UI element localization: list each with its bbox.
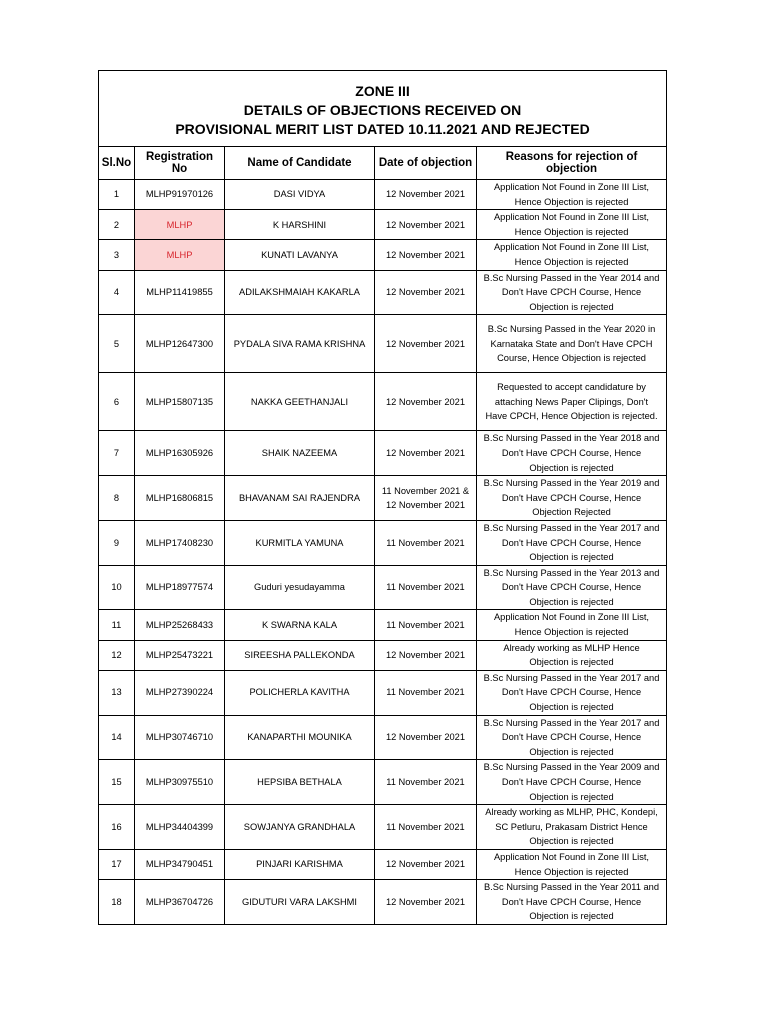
serial-number-cell: 2 <box>99 210 135 240</box>
objection-date-line: 12 November 2021 <box>385 447 466 458</box>
table-row <box>99 315 667 373</box>
registration-number-cell: MLHP15807135 <box>135 373 225 431</box>
rejection-reason-line: Course, Hence Objection is rejected <box>497 353 646 364</box>
rejection-reason-line: Requested to accept candidature by <box>497 381 646 392</box>
rejection-reason-cell <box>477 880 667 925</box>
registration-number-cell: MLHP12647300 <box>135 315 225 373</box>
rejection-reason-cell <box>477 240 667 270</box>
candidate-name-cell: K HARSHINI <box>225 210 375 240</box>
candidate-name-cell: KURMITLA YAMUNA <box>225 520 375 565</box>
serial-number-cell: 15 <box>99 760 135 805</box>
registration-number-cell: MLHP16806815 <box>135 476 225 521</box>
rejection-reason-line: B.Sc Nursing Passed in the Year 2011 and <box>483 882 660 893</box>
registration-number-cell: MLHP30975510 <box>135 760 225 805</box>
serial-number-cell: 6 <box>99 373 135 431</box>
column-header-reason: Reasons for rejection of objection <box>477 147 667 180</box>
rejection-reason-line: Don't Have CPCH Course, Hence <box>501 687 642 698</box>
rejection-reason-cell <box>477 640 667 670</box>
rejection-reason-line: B.Sc Nursing Passed in the Year 2020 in <box>487 323 656 334</box>
serial-number-cell: 1 <box>99 180 135 210</box>
rejection-reason-line: Objection is rejected <box>529 462 614 473</box>
objection-date-line: 11 November 2021 <box>386 619 465 630</box>
registration-number-cell: MLHP30746710 <box>135 715 225 760</box>
objection-date-line: 12 November 2021 <box>385 650 466 660</box>
rejection-reason-line: Have CPCH, Hence Objection is rejected. <box>485 411 658 422</box>
objection-date-cell <box>375 760 477 805</box>
objection-date-line: 12 November 2021 <box>385 896 466 907</box>
rejection-reason-cell <box>477 476 667 521</box>
table-body <box>99 180 667 925</box>
rejection-reason-line: SC Petluru, Prakasam District Hence <box>495 821 648 832</box>
serial-number-cell: 16 <box>99 805 135 850</box>
rejection-reason-line: Hence Objection is rejected <box>514 627 629 638</box>
objection-date-cell <box>375 670 477 715</box>
serial-number-cell: 5 <box>99 315 135 373</box>
objection-date-cell <box>375 210 477 240</box>
candidate-name-cell: SIREESHA PALLEKONDA <box>225 640 375 670</box>
serial-number-cell: 10 <box>99 565 135 610</box>
rejection-reason-line: Objection is rejected <box>529 301 614 312</box>
objection-date-cell <box>375 640 477 670</box>
rejection-reason-line: B.Sc Nursing Passed in the Year 2017 and <box>483 522 660 533</box>
serial-number-cell: 14 <box>99 715 135 760</box>
rejection-reason-line: B.Sc Nursing Passed in the Year 2017 and <box>483 672 660 683</box>
table-row <box>99 805 667 850</box>
serial-number-cell: 7 <box>99 431 135 476</box>
rejection-reason-line: Application Not Found in Zone III List, <box>493 182 650 192</box>
objection-date-line: 11 November 2021 <box>386 687 465 698</box>
objection-date-line: 11 November 2021 & <box>381 485 470 496</box>
objection-date-cell <box>375 476 477 521</box>
objection-date-line: 12 November 2021 <box>385 338 466 349</box>
objection-date-line: 12 November 2021 <box>385 396 466 407</box>
column-header-slno: Sl.No <box>99 147 135 180</box>
objection-date-cell <box>375 315 477 373</box>
rejection-reason-line: Don't Have CPCH Course, Hence <box>501 777 642 787</box>
rejection-reason-line: Objection Rejected <box>532 507 611 518</box>
table-row <box>99 715 667 760</box>
candidate-name-cell: DASI VIDYA <box>225 180 375 210</box>
rejection-reason-cell <box>477 180 667 210</box>
table-row <box>99 240 667 270</box>
candidate-name-cell: PINJARI KARISHMA <box>225 849 375 879</box>
candidate-name-cell: KUNATI LAVANYA <box>225 240 375 270</box>
objection-date-line: 12 November 2021 <box>385 219 466 230</box>
rejection-reason-cell <box>477 565 667 610</box>
objection-date-cell <box>375 520 477 565</box>
rejection-reason-line: Application Not Found in Zone III List, <box>493 612 650 623</box>
table-row <box>99 610 667 640</box>
objection-date-cell <box>375 610 477 640</box>
registration-number-cell: MLHP91970126 <box>135 180 225 210</box>
table-row <box>99 373 667 431</box>
serial-number-cell: 17 <box>99 849 135 879</box>
objection-date-cell <box>375 373 477 431</box>
rejection-reason-cell <box>477 715 667 760</box>
rejection-reason-line: Don't Have CPCH Course, Hence <box>501 896 642 907</box>
candidate-name-cell: SOWJANYA GRANDHALA <box>225 805 375 850</box>
table-row <box>99 270 667 315</box>
candidate-name-cell: K SWARNA KALA <box>225 610 375 640</box>
rejection-reason-cell <box>477 610 667 640</box>
objection-date-line: 11 November 2021 <box>386 777 465 788</box>
rejection-reason-line: Don't Have CPCH Course, Hence <box>501 447 642 458</box>
registration-number-cell: MLHP25473221 <box>135 640 225 670</box>
rejection-reason-line: attaching News Paper Clipings, Don't <box>494 396 649 407</box>
objection-date-cell <box>375 240 477 270</box>
serial-number-cell: 12 <box>99 640 135 670</box>
rejection-reason-line: Application Not Found in Zone III List, <box>493 212 650 223</box>
registration-number-cell: MLHP <box>135 240 225 270</box>
serial-number-cell: 13 <box>99 670 135 715</box>
candidate-name-cell: Guduri yesudayamma <box>225 565 375 610</box>
registration-number-cell: MLHP25268433 <box>135 610 225 640</box>
objection-date-cell <box>375 849 477 879</box>
rejection-reason-line: Don't Have CPCH Course, Hence <box>501 287 642 298</box>
table-row <box>99 520 667 565</box>
rejection-reason-line: Objection is rejected <box>529 911 614 922</box>
rejection-reason-line: Hence Objection is rejected <box>514 256 629 267</box>
rejection-reason-cell <box>477 760 667 805</box>
registration-number-cell: MLHP34404399 <box>135 805 225 850</box>
objection-date-cell <box>375 431 477 476</box>
rejection-reason-line: Objection is rejected <box>529 702 614 713</box>
rejection-reason-line: Hence Objection is rejected <box>514 226 629 237</box>
column-header-row <box>99 147 667 180</box>
candidate-name-cell: POLICHERLA KAVITHA <box>225 670 375 715</box>
registration-number-cell: MLHP <box>135 210 225 240</box>
rejection-reason-line: B.Sc Nursing Passed in the Year 2009 and <box>483 762 660 773</box>
rejection-reason-line: Don't Have CPCH Course, Hence <box>501 492 642 503</box>
rejection-reason-cell <box>477 373 667 431</box>
rejection-reason-cell <box>477 849 667 879</box>
table-row <box>99 476 667 521</box>
rejection-reason-line: Hence Objection is rejected <box>514 866 629 877</box>
rejection-reason-line: Hence Objection is rejected <box>514 196 629 207</box>
candidate-name-cell: KANAPARTHI MOUNIKA <box>225 715 375 760</box>
table-row <box>99 210 667 240</box>
column-header-registration: Registration No <box>135 147 225 180</box>
rejection-reason-line: Don't Have CPCH Course, Hence <box>501 582 642 593</box>
rejection-reason-line: B.Sc Nursing Passed in the Year 2019 and <box>483 478 660 489</box>
serial-number-cell: 4 <box>99 270 135 315</box>
candidate-name-cell: BHAVANAM SAI RAJENDRA <box>225 476 375 521</box>
table-row <box>99 670 667 715</box>
objections-table <box>98 70 667 925</box>
rejection-reason-cell <box>477 670 667 715</box>
objection-date-line: 12 November 2021 <box>385 189 466 200</box>
candidate-name-cell: PYDALA SIVA RAMA KRISHNA <box>225 315 375 373</box>
rejection-reason-line: B.Sc Nursing Passed in the Year 2017 and <box>483 717 660 728</box>
table-row <box>99 760 667 805</box>
candidate-name-cell: HEPSIBA BETHALA <box>225 760 375 805</box>
rejection-reason-line: Application Not Found in Zone III List, <box>493 851 650 862</box>
objection-date-cell <box>375 270 477 315</box>
rejection-reason-line: Objection is rejected <box>529 596 614 607</box>
registration-number-cell: MLHP18977574 <box>135 565 225 610</box>
table-row <box>99 180 667 210</box>
registration-number-cell: MLHP27390224 <box>135 670 225 715</box>
rejection-reason-cell <box>477 210 667 240</box>
objection-date-line: 12 November 2021 <box>385 500 466 511</box>
rejection-reason-line: Objection is rejected <box>529 657 614 668</box>
rejection-reason-line: Don't Have CPCH Course, Hence <box>501 732 642 743</box>
rejection-reason-cell <box>477 805 667 850</box>
serial-number-cell: 11 <box>99 610 135 640</box>
objection-date-cell <box>375 715 477 760</box>
rejection-reason-line: Application Not Found in Zone III List, <box>493 242 650 253</box>
column-header-date: Date of objection <box>375 147 477 180</box>
rejection-reason-cell <box>477 520 667 565</box>
objection-date-cell <box>375 880 477 925</box>
table-row <box>99 880 667 925</box>
rejection-reason-line: Karnataka State and Don't Have CPCH <box>490 338 653 349</box>
table-row <box>99 431 667 476</box>
table-row <box>99 565 667 610</box>
rejection-reason-cell <box>477 431 667 476</box>
registration-number-cell: MLHP36704726 <box>135 880 225 925</box>
rejection-reason-cell <box>477 315 667 373</box>
serial-number-cell: 9 <box>99 520 135 565</box>
rejection-reason-line: Objection is rejected <box>529 746 614 757</box>
rejection-reason-line: B.Sc Nursing Passed in the Year 2018 and <box>483 433 660 444</box>
column-header-name: Name of Candidate <box>225 147 375 180</box>
table-row <box>99 849 667 879</box>
table-row <box>99 640 667 670</box>
candidate-name-cell: SHAIK NAZEEMA <box>225 431 375 476</box>
title-merit-list: PROVISIONAL MERIT LIST DATED 10.11.2021 AND REJECTED <box>175 120 590 137</box>
candidate-name-cell: GIDUTURI VARA LAKSHMI <box>225 880 375 925</box>
objection-date-cell <box>375 565 477 610</box>
objection-date-line: 11 November 2021 <box>386 821 465 832</box>
rejection-reason-line: Objection is rejected <box>529 552 614 563</box>
candidate-name-cell: NAKKA GEETHANJALI <box>225 373 375 431</box>
rejection-reason-line: Already working as MLHP Hence <box>503 642 640 653</box>
objection-date-cell <box>375 805 477 850</box>
objection-date-line: 11 November 2021 <box>386 582 465 593</box>
serial-number-cell: 18 <box>99 880 135 925</box>
rejection-reason-line: B.Sc Nursing Passed in the Year 2014 and <box>483 272 660 283</box>
registration-number-cell: MLHP11419855 <box>135 270 225 315</box>
serial-number-cell: 8 <box>99 476 135 521</box>
rejection-reason-line: Objection is rejected <box>529 836 614 847</box>
title-details: DETAILS OF OBJECTIONS RECEIVED ON <box>243 101 522 118</box>
registration-number-cell: MLHP16305926 <box>135 431 225 476</box>
rejection-reason-line: Already working as MLHP, PHC, Kondepi, <box>485 807 658 818</box>
registration-number-cell: MLHP34790451 <box>135 849 225 879</box>
objection-date-line: 12 November 2021 <box>385 249 466 260</box>
objection-date-line: 12 November 2021 <box>385 859 466 870</box>
rejection-reason-cell <box>477 270 667 315</box>
title-zone: ZONE III <box>355 82 410 99</box>
document-title <box>99 71 667 147</box>
rejection-reason-line: B.Sc Nursing Passed in the Year 2013 and <box>483 567 660 578</box>
serial-number-cell: 3 <box>99 240 135 270</box>
rejection-reason-line: Objection is rejected <box>529 791 614 802</box>
objection-date-line: 11 November 2021 <box>386 537 465 548</box>
candidate-name-cell: ADILAKSHMAIAH KAKARLA <box>225 270 375 315</box>
registration-number-cell: MLHP17408230 <box>135 520 225 565</box>
objection-date-cell <box>375 180 477 210</box>
objection-date-line: 12 November 2021 <box>385 287 466 298</box>
rejection-reason-line: Don't Have CPCH Course, Hence <box>501 537 642 548</box>
objection-date-line: 12 November 2021 <box>385 732 466 743</box>
